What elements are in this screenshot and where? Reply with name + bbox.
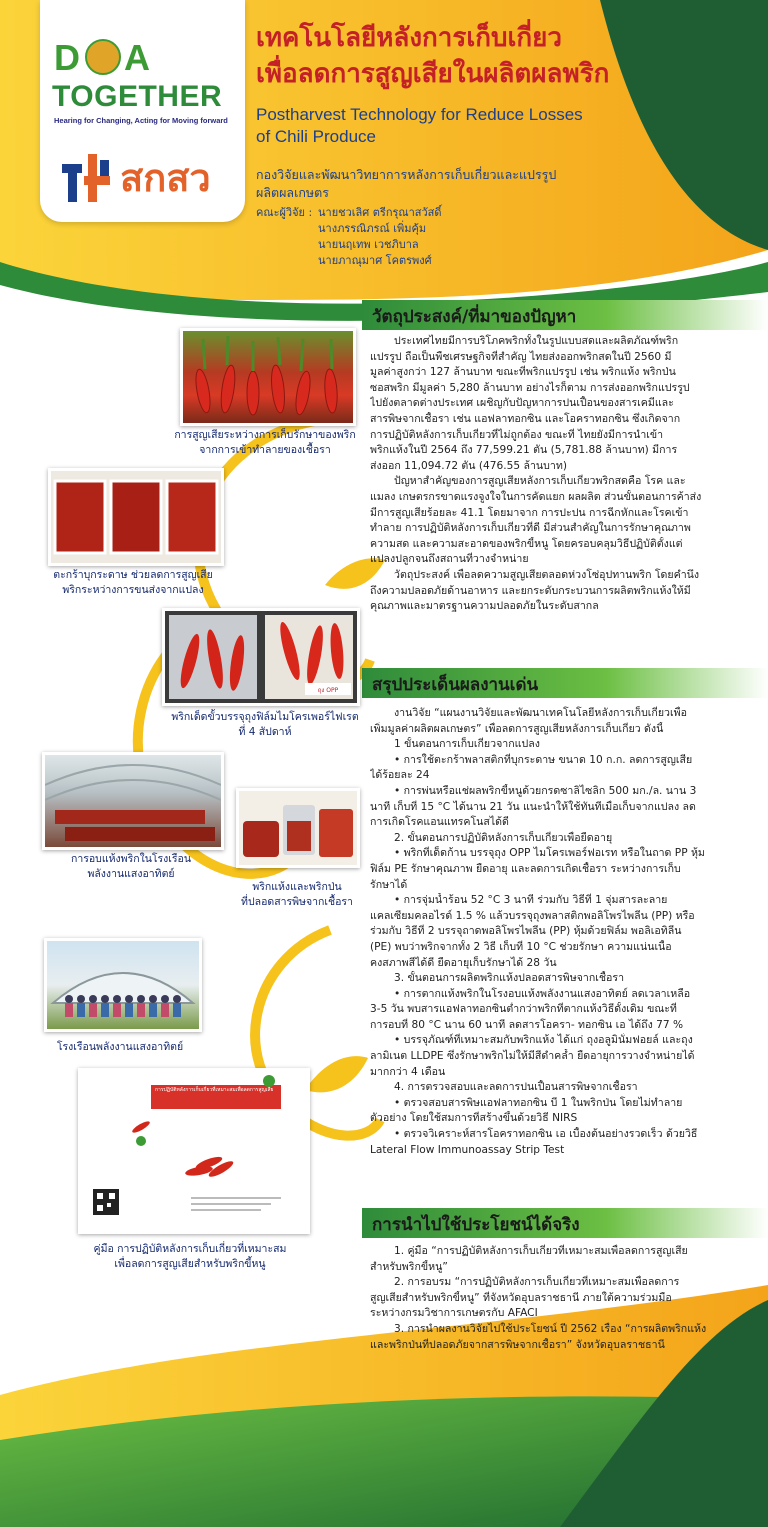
photo-caption-dried-chili-products bbox=[222, 880, 372, 910]
team-member-3: นายนฤเทพ เวชภิบาล bbox=[318, 238, 419, 251]
title-english-line-2: of Chili Produce bbox=[256, 127, 377, 146]
highlights-text-line: นาที เก็บที่ 15 °C ได้นาน 21 วัน แนะนำให้ใช้ทันทีเมื่อเก็บจากแปลง ลด bbox=[370, 800, 696, 813]
skls-text: สกสว bbox=[120, 156, 211, 200]
caption-line: ที่ปลอดสารพิษจากเชื้อรา bbox=[241, 896, 353, 908]
highlights-text-line: แคลเซียมคลอไรด์ 1.5 % แล้วบรรจุถุงพลาสติกพอลิโพรไพลีน (PP) หรือ bbox=[370, 909, 695, 922]
caption-line: พริกระหว่างการขนส่งจากแปลง bbox=[62, 584, 204, 596]
photo-paper-baskets bbox=[48, 468, 224, 566]
objective-text-line: วัตถุประสงค์ เพื่อลดความสูญเสียตลอดห่วงโซ่อุปทานพริก โดยคำนึง bbox=[394, 568, 700, 581]
photo-caption-manual-cover bbox=[70, 1242, 310, 1272]
doa-letter-d: D bbox=[54, 37, 82, 78]
objective-text-line: แปรรูป ถือเป็นพืชเศรษฐกิจที่สำคัญ ไทยส่งออกพริกสดในปี 2560 มี bbox=[370, 350, 672, 363]
package-label: ถุง OPP bbox=[317, 687, 339, 694]
usage-text-line: 3. การนำผลงานวิจัยไปใช้ประโยชน์ ปี 2562 เรื่อง “การผลิตพริกแห้ง bbox=[394, 1322, 707, 1335]
usage-text-line: สำหรับพริกขี้หนู” bbox=[370, 1260, 448, 1273]
highlights-text-line: งานวิจัย “แผนงานวิจัยและพัฒนาเทคโนโลยีหลังการเก็บเกี่ยวเพื่อ bbox=[394, 707, 687, 719]
skls-logo bbox=[58, 150, 238, 210]
objective-text-line: ซอสพริก มีมูลค่า 5,280 ล้านบาท อย่างไรก็ตาม การส่งออกพริกแปรรูป bbox=[370, 381, 690, 394]
skls-symbol-icon bbox=[58, 150, 114, 206]
title-thai-line-1: เทคโนโลยีหลังการเก็บเกี่ยว bbox=[256, 23, 562, 53]
objective-text-line: ปัญหาสำคัญของการสูญเสียหลังการเก็บเกี่ยวพริกสดคือ โรค และ bbox=[394, 475, 686, 488]
photo-solar-dryer-inside bbox=[42, 752, 224, 850]
highlights-text-line: การเกิดโรคแอนแทรคโนสได้ดี bbox=[370, 816, 509, 829]
highlights-text-line: • พริกที่เด็ดก้าน บรรจุถุง OPP ไมโครเพอร์ฟอเรท หรือในถาด PP หุ้ม bbox=[394, 847, 705, 860]
photo-caption-packaged-chili bbox=[160, 710, 370, 740]
doa-emblem-icon bbox=[85, 39, 121, 75]
highlights-text-line: คงสภาพสีได้ดี ยืดอายุเก็บรักษาได้ 28 วัน bbox=[370, 956, 557, 969]
objective-text-line: คุณภาพและมาตรฐานความปลอดภัยในระดับสากล bbox=[370, 600, 599, 613]
usage-text-line: ระหว่างกรมวิชาการเกษตรกับ AFACI bbox=[370, 1307, 538, 1320]
dried-chili-jars-icon bbox=[239, 791, 357, 865]
highlights-text-line: ร่วมกับ วิธีที่ 2 บรรจุถาดพอลิโพรไพลีน (PP) หุ้มด้วยฟิล์ม พอลิเอทิลีน bbox=[370, 925, 682, 938]
objective-text-line: แมลง เกษตรกรขาดแรงจูงใจในการคัดแยก ผลผลิต ส่วนขั้นตอนการค้าส่ง bbox=[370, 490, 702, 503]
caption-line: โรงเรือนพลังงานแสงอาทิตย์ bbox=[56, 1041, 184, 1053]
highlights-text-line: ฟิล์ม PE รักษาคุณภาพ ยืดอายุ และลดการเกิดเชื้อรา ระหว่างการเก็บ bbox=[370, 862, 681, 875]
highlights-text-line: • บรรจุภัณฑ์ที่เหมาะสมกับพริกแห้ง ได้แก่ ถุงอลูมินั่มฟอยล์ และถุง bbox=[394, 1034, 693, 1047]
highlights-text bbox=[370, 706, 756, 1158]
objective-text-line: ส่งออก 11,094.72 ตัน (476.55 ล้านบาท) bbox=[370, 459, 567, 472]
highlights-text-line: Lateral Flow Immunoassay Strip Test bbox=[370, 1143, 565, 1156]
photo-dried-chili-products bbox=[236, 788, 360, 868]
objective-text-line: แปลงปลูกจนถึงสถานที่วางจำหน่าย bbox=[370, 553, 529, 566]
doa-letter-a: A bbox=[124, 37, 152, 78]
solar-house-icon bbox=[47, 941, 199, 1029]
leaf-2 bbox=[305, 1056, 368, 1092]
objective-text-line: สารพิษจากเชื้อรา เช่น แอฟลาทอกซิน และโอคราทอกซิน ซึ่งเกิดจาก bbox=[370, 412, 681, 425]
highlights-text-line: • การใช้ตะกร้าพลาสติกที่บุกระดาษ ขนาด 10 ก.ก. ลดการสูญเสีย bbox=[394, 753, 693, 766]
team-label: คณะผู้วิจัย : bbox=[256, 206, 313, 219]
objective-text bbox=[370, 334, 756, 615]
caption-line: จากการเข้าทำลายของเชื้อรา bbox=[199, 444, 331, 456]
objective-text-line: ถึงความปลอดภัยด้านอาหาร และยกระดับกระบวนการผลิตพริกแห้งให้มี bbox=[370, 584, 691, 597]
usage-text-line: 1. คู่มือ “การปฏิบัติหลังการเก็บเกี่ยวที่เหมาะสมเพื่อลดการสูญเสีย bbox=[394, 1245, 688, 1257]
caption-line: ตะกร้าบุกระดาษ ช่วยลดการสูญเสีย bbox=[53, 569, 213, 581]
highlights-text-line: • การตากแห้งพริกในโรงอบแห้งพลังงานแสงอาทิตย์ ลดเวลาเหลือ bbox=[394, 987, 691, 1000]
objective-text-line: ทำลาย การปฏิบัติหลังการเก็บเกี่ยวที่ดี มีส่วนสำคัญในการรักษาคุณภาพ bbox=[370, 522, 691, 535]
highlights-text-line: การอบที่ 80 °C นาน 60 นาที ลดสารโอครา- ทอกซิน เอ ได้ถึง 77 % bbox=[370, 1018, 684, 1031]
highlights-text-line: 3-5 วัน พบสารแอฟลาทอกซินต่ำกว่าพริกที่ตากแห้งวิธีดั้งเดิม ขณะที่ bbox=[370, 1003, 677, 1016]
objective-text-line: ไปยังตลาดต่างประเทศ เผชิญกับปัญหาการปนเปื้อนของสารเคมีและ bbox=[370, 397, 674, 410]
photo-chili-mold bbox=[180, 328, 356, 426]
photo-caption-solar-house-team bbox=[40, 1040, 200, 1055]
highlights-text-line: รักษาได้ bbox=[370, 878, 408, 891]
team-member-1: นายชวเลิศ ตรีกรุณาสวัสดิ์ bbox=[318, 206, 442, 219]
photo-caption-paper-baskets bbox=[26, 568, 240, 598]
photo-solar-house-team bbox=[44, 938, 202, 1032]
highlights-text-line: (PE) พบว่าพริกจากทั้ง 2 วิธี เก็บที่ 10 °C ช่วยรักษา ความแน่นเนื้อ bbox=[370, 940, 672, 953]
title-thai-line-2: เพื่อลดการสูญเสียในผลิตผลพริก bbox=[256, 59, 610, 89]
objective-text-line: มูลค่าสูงกว่า 127 ล้านบาท ขณะที่พริกแปรรูป เช่น พริกแห้ง พริกป่น bbox=[370, 366, 676, 379]
caption-line: การอบแห้งพริกในโรงเรือน bbox=[70, 853, 192, 865]
usage-text-line: 2. การอบรม “การปฏิบัติหลังการเก็บเกี่ยวที่เหมาะสมเพื่อลดการ bbox=[394, 1276, 680, 1289]
section-title-usage: การนำไปใช้ประโยชน์ได้จริง bbox=[372, 1215, 580, 1235]
highlights-text-line: • ตรวจวิเคราะห์สารโอคราทอกซิน เอ เบื้องต้นอย่างรวดเร็ว ด้วยวิธี bbox=[394, 1128, 698, 1141]
section-heading-highlights bbox=[362, 668, 768, 698]
objective-text-line: มีการสูญเสียร้อยละ 41.1 โดยมาจาก การปะปน การฉีกหักและโรคเข้า bbox=[370, 506, 689, 519]
solar-dryer-icon bbox=[45, 755, 221, 847]
highlights-text-line: 2. ขั้นตอนการปฏิบัติหลังการเก็บเกี่ยวเพื่อยืดอายุ bbox=[394, 831, 613, 844]
highlights-text-line: 3. ขั้นตอนการผลิตพริกแห้งปลอดสารพิษจากเชื้อรา bbox=[394, 972, 625, 985]
caption-line: ที่ 4 สัปดาห์ bbox=[238, 726, 292, 738]
highlights-text-line: • การจุ่มน้ำร้อน 52 °C 3 นาที ร่วมกับ วิธีที่ 1 จุ่มสารละลาย bbox=[394, 894, 668, 907]
doa-tagline: Hearing for Changing, Acting for Moving forward bbox=[54, 116, 228, 125]
section-title-highlights: สรุปประเด็นผลงานเด่น bbox=[372, 675, 539, 695]
section-heading-usage bbox=[362, 1208, 768, 1238]
caption-line: การสูญเสียระหว่างการเก็บรักษาของพริก bbox=[174, 429, 356, 441]
objective-text-line: ความสด และความสะอาดของพริกขี้หนู โดยครอบคลุมวิธีปฏิบัติตั้งแต่ bbox=[370, 537, 683, 550]
team-member-4: นายภาณุมาศ โคตรพงศ์ bbox=[318, 254, 432, 267]
highlights-text-line: เพิ่มมูลค่าผลิตผลเกษตร” เพื่อลดการสูญเสียหลังการเก็บเกี่ยว ดังนี้ bbox=[370, 722, 664, 735]
usage-text bbox=[370, 1244, 756, 1353]
highlights-text-line: 4. การตรวจสอบและลดการปนเปื้อนสารพิษจากเชื้อรา bbox=[394, 1081, 638, 1094]
usage-text-line: และพริกป่นที่ปลอดภัยจากสารพิษจากเชื้อรา” จังหวัดอุบลราชธานี bbox=[370, 1338, 665, 1351]
caption-line: พริกเด็ดขั้วบรรจุถุงฟิล์มไมโครเพอร์ไฟเรต bbox=[171, 711, 359, 723]
highlights-text-line: ได้ร้อยละ 24 bbox=[370, 769, 430, 782]
caption-line: เพื่อลดการสูญเสียสำหรับพริกขี้หนู bbox=[114, 1258, 266, 1270]
baskets-icon bbox=[51, 471, 221, 563]
logo-card bbox=[40, 0, 245, 222]
chili-pile-icon bbox=[183, 331, 353, 423]
title-english-line-1: Postharvest Technology for Reduce Losses bbox=[256, 105, 583, 124]
highlights-text-line: 1 ขั้นตอนการเก็บเกี่ยวจากแปลง bbox=[394, 738, 540, 751]
manual-title: การปฏิบัติหลังการเก็บเกี่ยวที่เหมาะสมเพื่อลดการสูญเสีย bbox=[155, 1087, 274, 1093]
usage-text-line: สูญเสียสำหรับพริกขี้หนู” ที่จังหวัดอุบลราชธานี ภายใต้ความร่วมมือ bbox=[370, 1291, 672, 1304]
highlights-text-line: ลามิเนต LLDPE ซึ่งรักษาพริกไม่ให้มีสีดำคล้ำ ยืดอายุการวางจำหน่ายได้ bbox=[370, 1050, 695, 1063]
caption-line: พลังงานแสงอาทิตย์ bbox=[87, 868, 175, 880]
doa-together-text: TOGETHER bbox=[52, 80, 223, 113]
caption-line: คู่มือ การปฏิบัติหลังการเก็บเกี่ยวที่เหมาะสม bbox=[93, 1243, 287, 1255]
team-member-2: นางภรรณิภรณ์ เพิ่มคุ้ม bbox=[318, 222, 427, 235]
highlights-text-line: • การพ่นหรือแช่ผลพริกขี้หนูด้วยกรดซาลิไซลิก 500 มก./ล. นาน 3 bbox=[394, 784, 697, 797]
section-title-objective: วัตถุประสงค์/ที่มาของปัญหา bbox=[372, 307, 577, 327]
doa-logo bbox=[54, 37, 152, 78]
highlights-text-line: ตัวอย่าง โดยใช้สมการที่สร้างขึ้นด้วยวิธี NIRS bbox=[370, 1112, 578, 1125]
highlights-text-line: • ตรวจสอบสารพิษแอฟลาทอกซิน บี 1 ในพริกป่น โดยไม่ทำลาย bbox=[394, 1096, 683, 1109]
caption-line: พริกแห้งและพริกป่น bbox=[252, 881, 342, 893]
objective-text-line: พริกแห้งในปี 2564 ถึง 77,599.21 ตัน (5,781.88 ล้านบาท) มีการ bbox=[370, 444, 678, 457]
manual-illustration-icon bbox=[81, 1071, 307, 1231]
photo-manual-cover bbox=[78, 1068, 310, 1234]
objective-text-line: ประเทศไทยมีการบริโภคพริกทั้งในรูปแบบสดและผลิตภัณฑ์พริก bbox=[394, 335, 679, 347]
highlights-text-line: มากกว่า 4 เดือน bbox=[370, 1065, 446, 1078]
photo-caption-chili-mold bbox=[160, 428, 370, 458]
department-line-2: ผลิตผลเกษตร bbox=[256, 185, 329, 200]
section-heading-objective bbox=[362, 300, 768, 330]
objective-text-line: การปฏิบัติหลังการเก็บเกี่ยวที่ไม่ถูกต้อง ขณะที่ ไทยยังมีการนำเข้า bbox=[370, 428, 664, 441]
photo-caption-solar-dryer-inside bbox=[36, 852, 226, 882]
photo-packaged-chili bbox=[162, 608, 360, 706]
department-line-1: กองวิจัยและพัฒนาวิทยาการหลังการเก็บเกี่ยวและแปรรูป bbox=[256, 167, 557, 182]
